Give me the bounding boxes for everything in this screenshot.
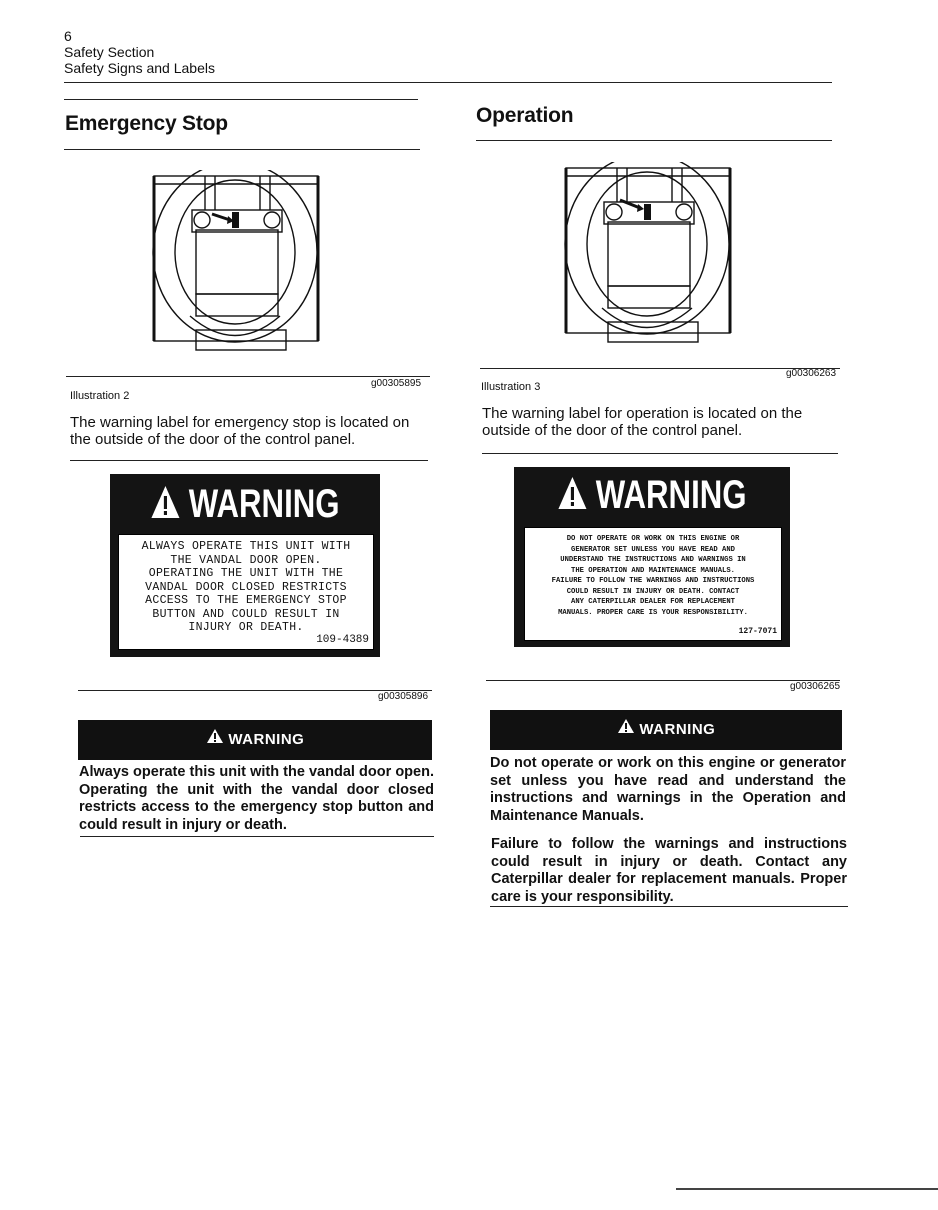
- sign-text-line: COULD RESULT IN INJURY OR DEATH. CONTACT: [566, 587, 740, 596]
- sign-text-line: THE OPERATION AND MAINTENANCE MANUALS.: [571, 566, 735, 575]
- emergency-stop-warning-label: [110, 474, 380, 657]
- control-panel-illustration-left: [150, 170, 325, 355]
- left-warning-rule: [80, 836, 434, 837]
- right-sign-id: g00306265: [790, 681, 841, 692]
- right-warning-banner-text: WARNING: [639, 721, 716, 738]
- right-warning-banner: [490, 710, 842, 750]
- left-warning-banner: [78, 720, 432, 760]
- sign-text-panel: [524, 527, 782, 641]
- left-description-rule: [70, 460, 428, 461]
- section-title: Safety Section: [64, 44, 155, 60]
- left-warning-text: Always operate this unit with the vandal door open. Operating the unit with the vandal door closed restricts access to the emergency stop button and could result in injury or death.: [79, 764, 434, 833]
- sign-header-text: WARNING: [595, 473, 747, 517]
- left-sign-id: g00305896: [378, 691, 429, 702]
- right-title-rule: [476, 140, 832, 141]
- left-illustration-caption: Illustration 2: [70, 390, 130, 402]
- sign-text-line: THE VANDAL DOOR OPEN.: [170, 553, 322, 567]
- left-warning-banner-text: WARNING: [228, 731, 305, 748]
- left-description: The warning label for emergency stop is located on the outside of the door of the control panel.: [70, 414, 410, 448]
- warning-triangle-icon: [150, 484, 180, 529]
- warning-triangle-icon: [557, 475, 587, 520]
- header-rule: [64, 82, 832, 83]
- right-description: The warning label for operation is located on the outside of the door of the control panel.: [482, 405, 803, 439]
- left-illustration-id: g00305895: [371, 378, 422, 389]
- sign-text-line: INJURY OR DEATH.: [188, 621, 304, 634]
- sign-text-line: FAILURE TO FOLLOW THE WARNINGS AND INSTRUCTIONS: [551, 577, 755, 585]
- sign-text-line: GENERATOR SET UNLESS YOU HAVE READ AND: [571, 545, 735, 554]
- left-illustration-rule: [66, 376, 430, 377]
- scan-edge-line: [676, 1188, 938, 1190]
- left-top-rule: [64, 99, 418, 100]
- warning-triangle-icon: [617, 710, 635, 750]
- sign-text-line: ALWAYS OPERATE THIS UNIT WITH: [141, 540, 351, 553]
- sign-text-panel: [118, 534, 374, 650]
- sign-part-number: 127-7071: [738, 627, 777, 636]
- right-description-rule: [482, 453, 838, 454]
- sign-header-text: WARNING: [188, 482, 340, 526]
- sign-text-line: ACCESS TO THE EMERGENCY STOP: [145, 594, 347, 607]
- right-sign-rule: [486, 680, 840, 681]
- subsection-title: Safety Signs and Labels: [64, 60, 215, 76]
- warning-triangle-icon: [206, 720, 224, 760]
- sign-text-line: DO NOT OPERATE OR WORK ON THIS ENGINE OR: [566, 535, 740, 543]
- right-warning-text-2: Failure to follow the warnings and instructions could result in injury or death. Contact any Caterpillar dealer for replacement manuals. Proper care is your responsibility.: [491, 836, 847, 905]
- right-illustration-caption: Illustration 3: [481, 381, 541, 393]
- right-illustration-id: g00306263: [786, 368, 837, 379]
- right-warning-rule: [490, 906, 848, 907]
- right-section-heading: Operation: [476, 104, 574, 127]
- page-number: 6: [64, 28, 72, 44]
- sign-text-line: MANUALS. PROPER CARE IS YOUR RESPONSIBILITY.: [558, 608, 748, 617]
- right-warning-text-1: Do not operate or work on this engine or generator set unless you have read and understand the instructions and warnings in the Operation and Maintenance Manuals.: [490, 755, 846, 824]
- sign-part-number: 109-4389: [316, 634, 369, 646]
- sign-text-lines: [119, 540, 373, 635]
- sign-text-lines: [525, 534, 781, 618]
- operation-warning-label: [514, 467, 790, 647]
- sign-text-line: OPERATING THE UNIT WITH THE: [148, 567, 344, 580]
- sign-text-line: VANDAL DOOR CLOSED RESTRICTS: [145, 580, 347, 594]
- left-title-rule: [64, 149, 420, 150]
- left-section-heading: Emergency Stop: [65, 112, 228, 135]
- sign-text-line: BUTTON AND COULD RESULT IN: [152, 607, 340, 621]
- control-panel-illustration-right: [562, 162, 737, 347]
- sign-text-line: ANY CATERPILLAR DEALER FOR REPLACEMENT: [571, 598, 735, 606]
- sign-text-line: UNDERSTAND THE INSTRUCTIONS AND WARNINGS IN: [560, 556, 746, 564]
